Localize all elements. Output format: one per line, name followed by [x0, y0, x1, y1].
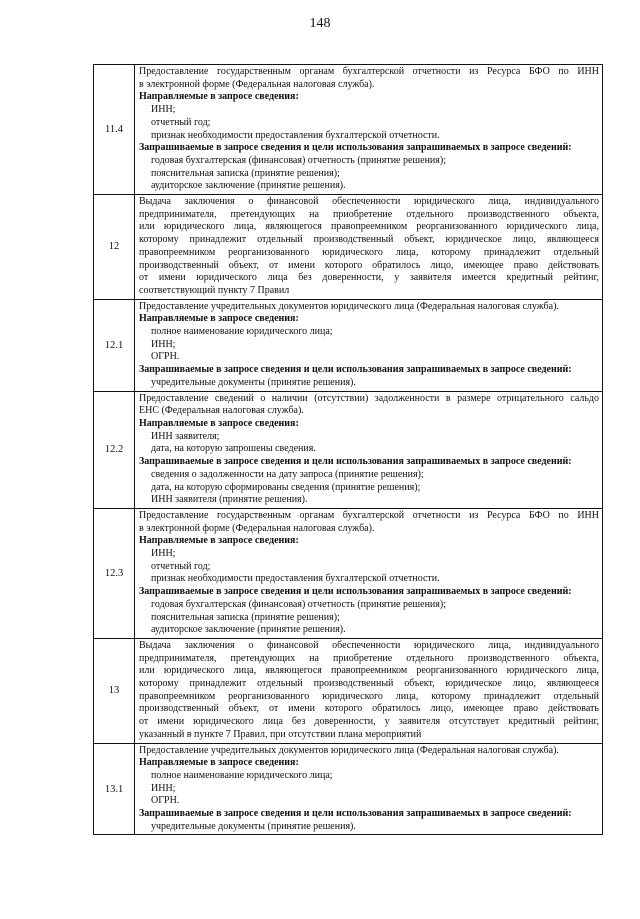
- service-description: [139, 301, 599, 314]
- sent-data-heading: Направляемые в запросе сведения:: [139, 417, 299, 429]
- requested-data-heading: Запрашиваемые в запросе сведения и цели использования запрашиваемых в запросе сведений:: [139, 364, 572, 376]
- sent-data-item: признак необходимости предоставления бухгалтерской отчетности.: [151, 129, 440, 141]
- row-number: 12.3: [94, 508, 135, 638]
- requested-data-heading: Запрашиваемые в запросе сведения и цели использования запрашиваемых в запросе сведений:: [139, 456, 572, 468]
- description-line: которому принадлежит отдельный производственный объект, юридическое лицо, являющееся: [139, 234, 599, 246]
- row-description-cell: [135, 743, 603, 835]
- table-row: [94, 299, 603, 391]
- requested-data-item: сведения о задолженности на дату запроса (принятие решения);: [151, 468, 424, 480]
- table-row: [94, 195, 603, 300]
- description-line: Предоставление государственным органам бухгалтерской отчетности из Ресурса БФО по ИНН: [139, 66, 599, 77]
- requirements-table: [93, 64, 603, 835]
- description-line: соответствующий пункту 7 Правил: [139, 284, 290, 296]
- requested-data-item: годовая бухгалтерская (финансовая) отчетность (принятие решения);: [151, 598, 446, 610]
- sent-data-item: ОГРН.: [151, 351, 180, 363]
- sent-data-heading: Направляемые в запросе сведения:: [139, 91, 299, 103]
- description-line: предпринимателя, претендующих на приобретение отдельного производственного объекта,: [139, 652, 599, 664]
- description-line: от имени юридического лица без доверенности, у заявителя отсутствует кредитный рейтинг,: [139, 716, 599, 728]
- requested-data-item: учредительные документы (принятие решения).: [151, 820, 356, 832]
- sent-data-item: ИНН;: [151, 338, 176, 350]
- sent-data-item: отчетный год;: [151, 116, 211, 128]
- requested-data-item: ИНН заявителя (принятие решения).: [151, 494, 308, 506]
- description-line: ЕНС (Федеральная налоговая служба).: [139, 405, 304, 417]
- sent-data-item: ОГРН.: [151, 795, 180, 807]
- requested-data-item: аудиторское заключение (принятие решения).: [151, 180, 346, 192]
- description-line: правопреемником реорганизованного юридического лица, которому принадлежит отдельный: [139, 690, 599, 702]
- table-row: [94, 508, 603, 638]
- table-row: [94, 743, 603, 835]
- sent-data-heading: Направляемые в запросе сведения:: [139, 535, 299, 547]
- requested-data-item: пояснительная записка (принятие решения);: [151, 611, 340, 623]
- description-line: или юридического лица, являющегося правопреемником реорганизованного юридического лица,: [139, 221, 599, 233]
- requested-data-item: пояснительная записка (принятие решения);: [151, 167, 340, 179]
- description-line: правопреемником реорганизованного юридического лица, которому принадлежит отдельный: [139, 246, 599, 258]
- row-description-cell: [135, 638, 603, 743]
- sent-data-item: ИНН;: [151, 104, 176, 116]
- description-line: в электронной форме (Федеральная налоговая служба).: [139, 522, 375, 534]
- requested-data-heading: Запрашиваемые в запросе сведения и цели использования запрашиваемых в запросе сведений:: [139, 586, 572, 598]
- service-description: [139, 510, 599, 535]
- row-description-cell: [135, 65, 603, 195]
- sent-data-item: отчетный год;: [151, 560, 211, 572]
- sent-data-heading: Направляемые в запросе сведения:: [139, 313, 299, 325]
- description-line: Предоставление учредительных документов юридического лица (Федеральная налоговая служба).: [139, 300, 559, 312]
- requested-data-item: дата, на которую сформированы сведения (принятие решения);: [151, 481, 421, 493]
- row-number: 13.1: [94, 743, 135, 835]
- requested-data-item: учредительные документы (принятие решения).: [151, 376, 356, 388]
- description-line: Предоставление учредительных документов юридического лица (Федеральная налоговая служба).: [139, 744, 559, 756]
- row-description-cell: [135, 299, 603, 391]
- description-line: которому принадлежит отдельный производственный объект, юридическое лицо, являющееся: [139, 678, 599, 690]
- service-description: [139, 393, 599, 418]
- row-number: 12.1: [94, 299, 135, 391]
- description-line: предпринимателя, претендующих на приобретение отдельного производственного объекта,: [139, 208, 599, 220]
- row-description-cell: [135, 391, 603, 508]
- description-line: Предоставление сведений о наличии (отсутствии) задолженности в размере отрицательного сальдо: [139, 392, 599, 404]
- description-line: указанный в пункте 7 Правил, при отсутствии плана мероприятий: [139, 728, 422, 740]
- description-line: производственный объект, от имени которого обратилось лицо, имеющее право действовать: [139, 259, 599, 271]
- requested-data-item: аудиторское заключение (принятие решения).: [151, 624, 346, 636]
- sent-data-item: ИНН;: [151, 782, 176, 794]
- sent-data-item: ИНН заявителя;: [151, 430, 220, 442]
- description-line: Предоставление государственным органам бухгалтерской отчетности из Ресурса БФО по ИНН: [139, 509, 599, 521]
- description-line: или юридического лица, являющегося правопреемником реорганизованного юридического лица,: [139, 665, 599, 677]
- description-line: производственный объект, от имени которого обратилось лицо, имеющее право действовать: [139, 703, 599, 715]
- table-row: [94, 65, 603, 195]
- service-description: [139, 640, 599, 742]
- service-description: [139, 66, 599, 91]
- sent-data-item: полное наименование юридического лица;: [151, 326, 333, 338]
- requested-data-heading: Запрашиваемые в запросе сведения и цели использования запрашиваемых в запросе сведений:: [139, 808, 572, 820]
- table-row: [94, 391, 603, 508]
- service-description: [139, 196, 599, 298]
- table-row: [94, 638, 603, 743]
- row-number: 12.2: [94, 391, 135, 508]
- description-line: Выдача заключения о финансовой обеспеченности юридического лица, индивидуального: [139, 639, 599, 651]
- sent-data-item: дата, на которую запрошены сведения.: [151, 443, 316, 455]
- requested-data-heading: Запрашиваемые в запросе сведения и цели использования запрашиваемых в запросе сведений:: [139, 142, 572, 154]
- sent-data-item: признак необходимости предоставления бухгалтерской отчетности.: [151, 573, 440, 585]
- row-number: 11.4: [94, 65, 135, 195]
- sent-data-heading: Направляемые в запросе сведения:: [139, 757, 299, 769]
- description-line: от имени юридического лица без доверенности, у заявителя имеется кредитный рейтинг,: [139, 272, 599, 284]
- requested-data-item: годовая бухгалтерская (финансовая) отчетность (принятие решения);: [151, 154, 446, 166]
- row-description-cell: [135, 195, 603, 300]
- sent-data-item: полное наименование юридического лица;: [151, 769, 333, 781]
- row-description-cell: [135, 508, 603, 638]
- service-description: [139, 745, 599, 758]
- row-number: 12: [94, 195, 135, 300]
- row-number: 13: [94, 638, 135, 743]
- page-number: 148: [309, 16, 331, 31]
- description-line: Выдача заключения о финансовой обеспеченности юридического лица, индивидуального: [139, 196, 599, 208]
- description-line: в электронной форме (Федеральная налоговая служба).: [139, 78, 375, 90]
- sent-data-item: ИНН;: [151, 548, 176, 560]
